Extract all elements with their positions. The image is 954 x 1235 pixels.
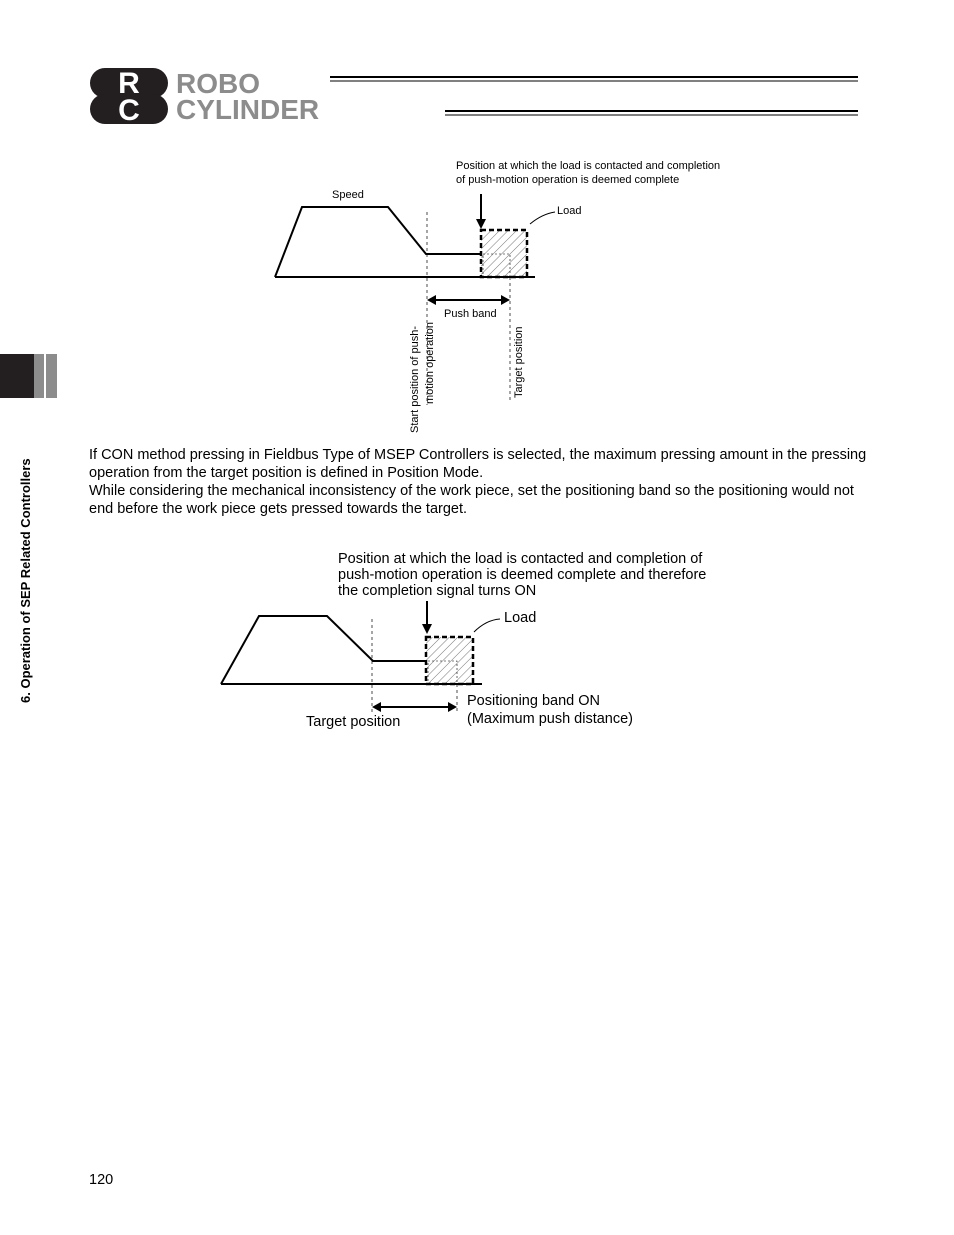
positioning-band-line2: (Maximum push distance) — [467, 711, 633, 727]
push-motion-diagram — [260, 150, 800, 440]
load-label: Load — [557, 205, 582, 217]
target-position-label-2: Target position — [306, 714, 401, 730]
contact-note2-line2: push-motion operation is deemed complete and therefore — [338, 567, 707, 583]
load-leader-line-2 — [474, 619, 500, 632]
logo-text-cylinder: CYLINDER — [176, 94, 320, 125]
paragraph-positioning-band: While considering the mechanical inconsistency of the work piece, set the positioning band so the positioning would not end before the work piece gets pressed towards the target. — [89, 483, 854, 517]
start-position-line1: Start position of push- — [409, 325, 421, 433]
start-position-line2: motion operation — [424, 322, 436, 404]
contact-note-line2: of push-motion operation is deemed complete — [456, 174, 680, 186]
speed-label: Speed — [332, 189, 364, 201]
positioning-band-diagram — [210, 545, 710, 740]
positioning-band-line1: Positioning band ON — [467, 693, 600, 709]
logo-text-robo: ROBO — [176, 68, 260, 99]
load-box-2 — [426, 637, 473, 684]
target-position-label: Target position — [513, 326, 525, 398]
body-text — [89, 446, 879, 518]
push-band-label: Push band — [444, 308, 497, 320]
contact-arrow-head-2 — [422, 624, 432, 634]
paragraph-con-method: If CON method pressing in Fieldbus Type of MSEP Controllers is selected, the maximum pressing amount in the pressing operation from the target position is defined in Position Mode. — [89, 447, 867, 481]
load-leader-line — [530, 212, 555, 224]
contact-note2-line3: the completion signal turns ON — [338, 583, 537, 599]
header-rules — [330, 74, 860, 119]
page-number: 120 — [89, 1172, 114, 1188]
load-box — [481, 230, 527, 277]
speed-profile-line — [275, 207, 481, 277]
contact-note-line1: Position at which the load is contacted and completion — [456, 160, 721, 172]
contact-arrow-head — [476, 219, 486, 229]
chapter-tab — [0, 354, 58, 398]
chapter-label: 6. Operation of SEP Related Controllers — [18, 458, 33, 703]
logo-mark-c: C — [118, 94, 140, 126]
contact-note2-line1: Position at which the load is contacted and completion of — [338, 551, 703, 567]
load-label-2: Load — [504, 610, 537, 626]
logo-mark-r: R — [118, 67, 140, 100]
speed-profile-line-2 — [221, 616, 426, 684]
